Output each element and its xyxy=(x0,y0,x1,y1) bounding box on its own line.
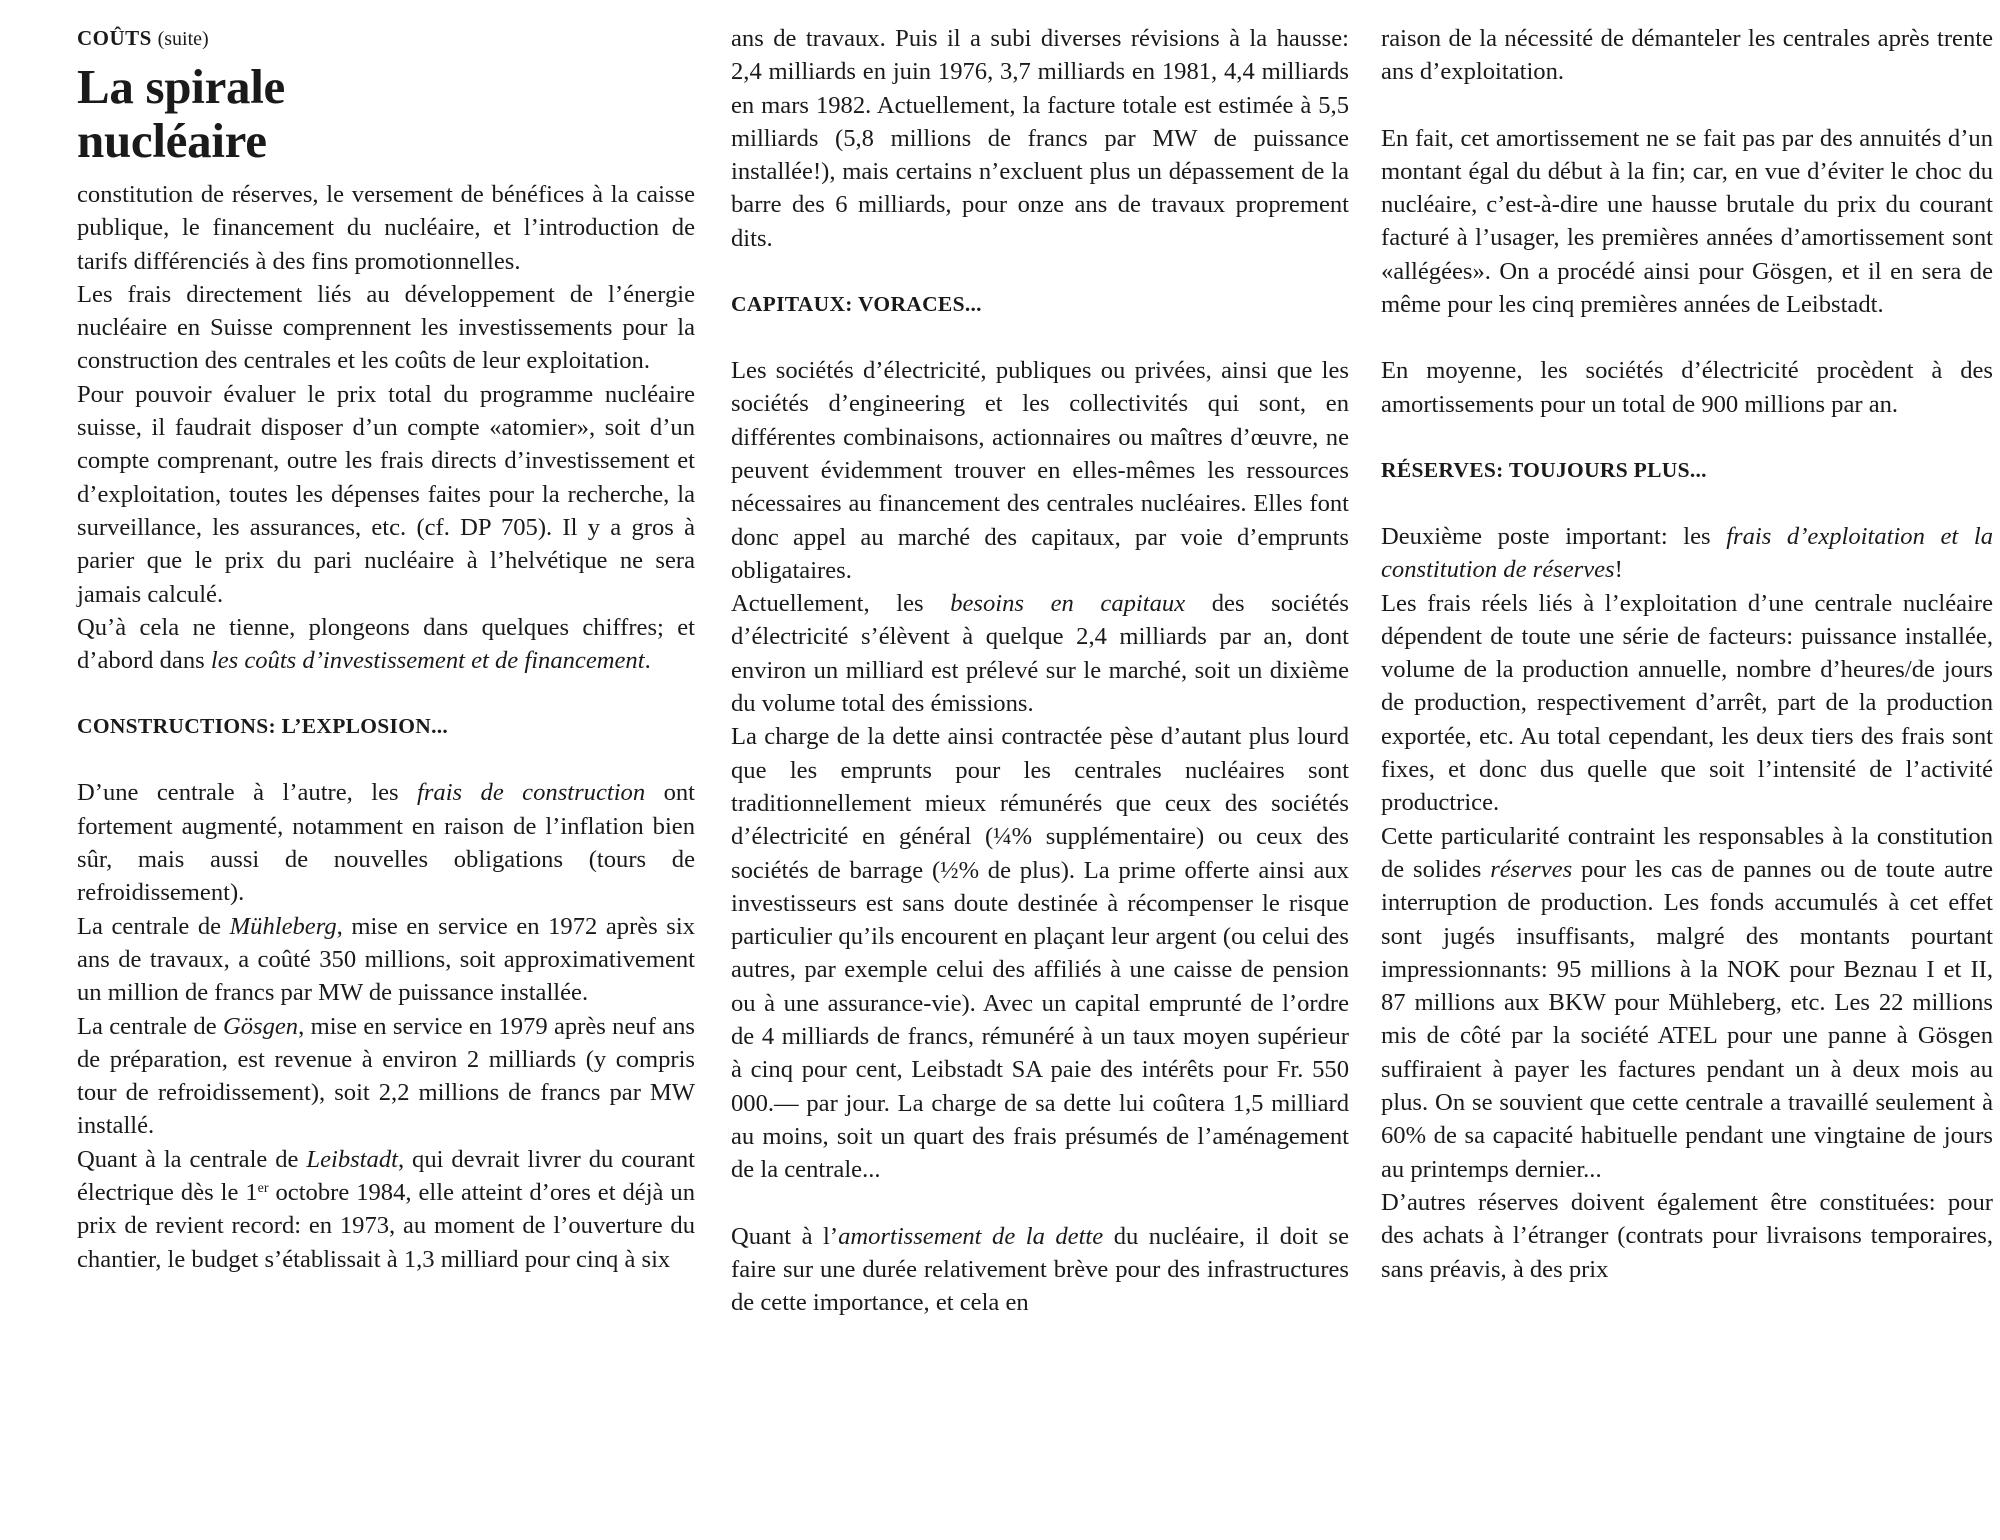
paragraph: raison de la nécessité de démanteler les centrales après trente ans d’exploitation. xyxy=(1381,25,1993,86)
paragraph: Qu’à cela ne tienne, plongeons dans quelques chiffres; et d’abord dans les coûts d’investissement et de financement. xyxy=(77,613,695,675)
paragraph: ans de travaux. Puis il a subi diverses révisions à la hausse: 2,4 milliards en juin 1976, 3,7 milliards en 1981, 4,4 milliards en mars 1982. Actuellement, la facture totale est estimée à 5,5 milliards (5,8 millions de francs par MW de puissance installée!), mais certains n’excluent plus un dépassement de la barre des 6 milliards, pour onze ans de travaux proprement dits. xyxy=(731,25,1349,252)
column-3 xyxy=(1381,22,1993,1286)
paragraph: La centrale de Mühleberg, mise en service en 1972 après six ans de travaux, a coûté 350 millions, soit approximativement un million de francs par MW de puissance installée. xyxy=(77,912,696,1007)
paragraph: constitution de réserves, le versement de bénéfices à la caisse publique, le financement du nucléaire, et l’introduction de tarifs différenciés à des fins promotionnelles. xyxy=(77,181,695,275)
paragraph: Deuxième poste important: les frais d’exploitation et la constitution de réserves! xyxy=(1381,522,1993,584)
paragraph: Les frais réels liés à l’exploitation d’une centrale nucléaire dépendent de toute une série de facteurs: puissance installée, volume de la production annuelle, nombre d’heures/de jours de production, respectivement d’arrêt, part de la production exportée, etc. Au total cependant, les deux tiers des frais sont fixes, et donc dus quelle que soit l’intensité de l’activité productrice. xyxy=(1381,589,1993,817)
paragraph: D’autres réserves doivent également être constituées: pour des achats à l’étranger (contrats pour livraisons temporaires, sans préavis, à des prix xyxy=(1381,1188,1993,1283)
section-heading-reserves: RÉSERVES: TOUJOURS PLUS... xyxy=(1381,457,1707,482)
paragraph: Les frais directement liés au développement de l’énergie nucléaire en Suisse comprennent les investissements pour la construction des centrales et les coûts de leur exploitation. xyxy=(77,280,695,375)
title-line-2: nucléaire xyxy=(77,113,267,168)
article-title xyxy=(77,60,695,168)
paragraph: Quant à l’amortissement de la dette du nucléaire, il doit se faire sur une durée relativement brève pour des infrastructures de cette importance, et cela en xyxy=(731,1222,1349,1317)
section-heading-capitaux: CAPITAUX: VORACES... xyxy=(731,292,982,317)
paragraph: En fait, cet amortissement ne se fait pas par des annuités d’un montant égal du début à la fin; car, en vue d’éviter le choc du nucléaire, c’est-à-dire une hausse brutale du prix du courant facturé à l’usager, les premières années d’amortissement sont «allégées». On a procédé ainsi pour Gösgen, et il en sera de même pour les cinq premières années de Leibstadt. xyxy=(1381,124,1993,319)
paragraph: Quant à la centrale de Leibstadt, qui devrait livrer du courant électrique dès le 1er octobre 1984, elle atteint d’ores et déjà un prix de revient record: en 1973, au moment de l’ouverture du chantier, le budget s’établissait à 1,3 milliard pour cinq à six xyxy=(77,1145,695,1273)
kicker-suite: (suite) xyxy=(157,28,209,50)
column-2 xyxy=(731,22,1349,1319)
paragraph: Les sociétés d’électricité, publiques ou privées, ainsi que les sociétés d’engineering et les collectivités qui sont, en différentes combinaisons, actionnaires ou maîtres d’œuvre, ne peuvent évidemment trouver en elles-mêmes les ressources nécessaires au financement des centrales nucléaires. Elles font donc appel au marché des capitaux, par voie d’emprunts obligataires. xyxy=(731,357,1349,584)
section-heading-constructions: CONSTRUCTIONS: L’EXPLOSION... xyxy=(77,714,449,739)
column-1 xyxy=(77,22,695,1276)
paragraph: La charge de la dette ainsi contractée pèse d’autant plus lourd que les emprunts pour les centrales nucléaires sont traditionnellement mieux rémunérés que ceux des sociétés d’électricité en général (¼% supplémentaire) ou ceux des sociétés de barrage (½% de plus). La prime offerte ainsi aux investisseurs est sans doute destinée à récompenser le risque particulier qu’ils encourent en plaçant leur argent (ou celui des autres, par exemple celui des affiliés à une caisse de pension ou à une assurance-vie). Avec un capital emprunté de l’ordre de 4 milliards de francs, rémunéré à un taux moyen supérieur à cinq pour cent, Leibstadt SA paie des intérêts pour Fr. 550 000.— par jour. La charge de sa dette lui coûtera 1,5 milliard au moins, soit un quart des frais présumés de l’aménagement de la centrale... xyxy=(731,723,1349,1184)
paragraph: Cette particularité contraint les responsables à la constitution de solides réserves pour les cas de pannes ou de toute autre interruption de production. Les fonds accumulés à cet effet sont jugés insuffisants, malgré des montants pourtant impressionnants: 95 millions à la NOK pour Beznau I et II, 87 millions aux BKW pour Mühleberg, etc. Les 22 millions mis de côté par la société ATEL pour une panne à Gösgen suffiraient à payer les factures pendant un à deux mois au plus. On se souvient que cette centrale a travaillé seulement à 60% de sa capacité habituelle pendant une vingtaine de jours au printemps dernier... xyxy=(1381,822,1994,1183)
title-line-1: La spirale xyxy=(77,59,285,114)
paragraph: La centrale de Gösgen, mise en service en 1979 après neuf ans de préparation, est revenue à environ 2 milliards (y compris tour de refroidissement), soit 2,2 millions de francs par MW installé. xyxy=(77,1012,695,1140)
paragraph: Actuellement, les besoins en capitaux des sociétés d’électricité s’élèvent à quelque 2,4 milliards par an, dont environ un milliard est prélevé sur le marché, soit un dixième du volume total des émissions. xyxy=(731,590,1349,718)
paragraph: Pour pouvoir évaluer le prix total du programme nucléaire suisse, il faudrait disposer d’un compte «atomier», soit d’un compte comprenant, outre les frais directs d’investissement et d’exploitation, toutes les dépenses faites pour la recherche, la surveillance, les assurances, etc. (cf. DP 705). Il y a gros à parier que le prix du pari nucléaire à l’helvétique ne sera jamais calculé. xyxy=(77,380,695,608)
section-kicker: COÛTS (suite) xyxy=(77,26,209,50)
paragraph: En moyenne, les sociétés d’électricité procèdent à des amortissements pour un total de 900 millions par an. xyxy=(1381,357,1993,418)
paragraph: D’une centrale à l’autre, les frais de construction ont fortement augmenté, notamment en raison de l’inflation bien sûr, mais aussi de nouvelles obligations (tours de refroidissement). xyxy=(77,779,695,907)
